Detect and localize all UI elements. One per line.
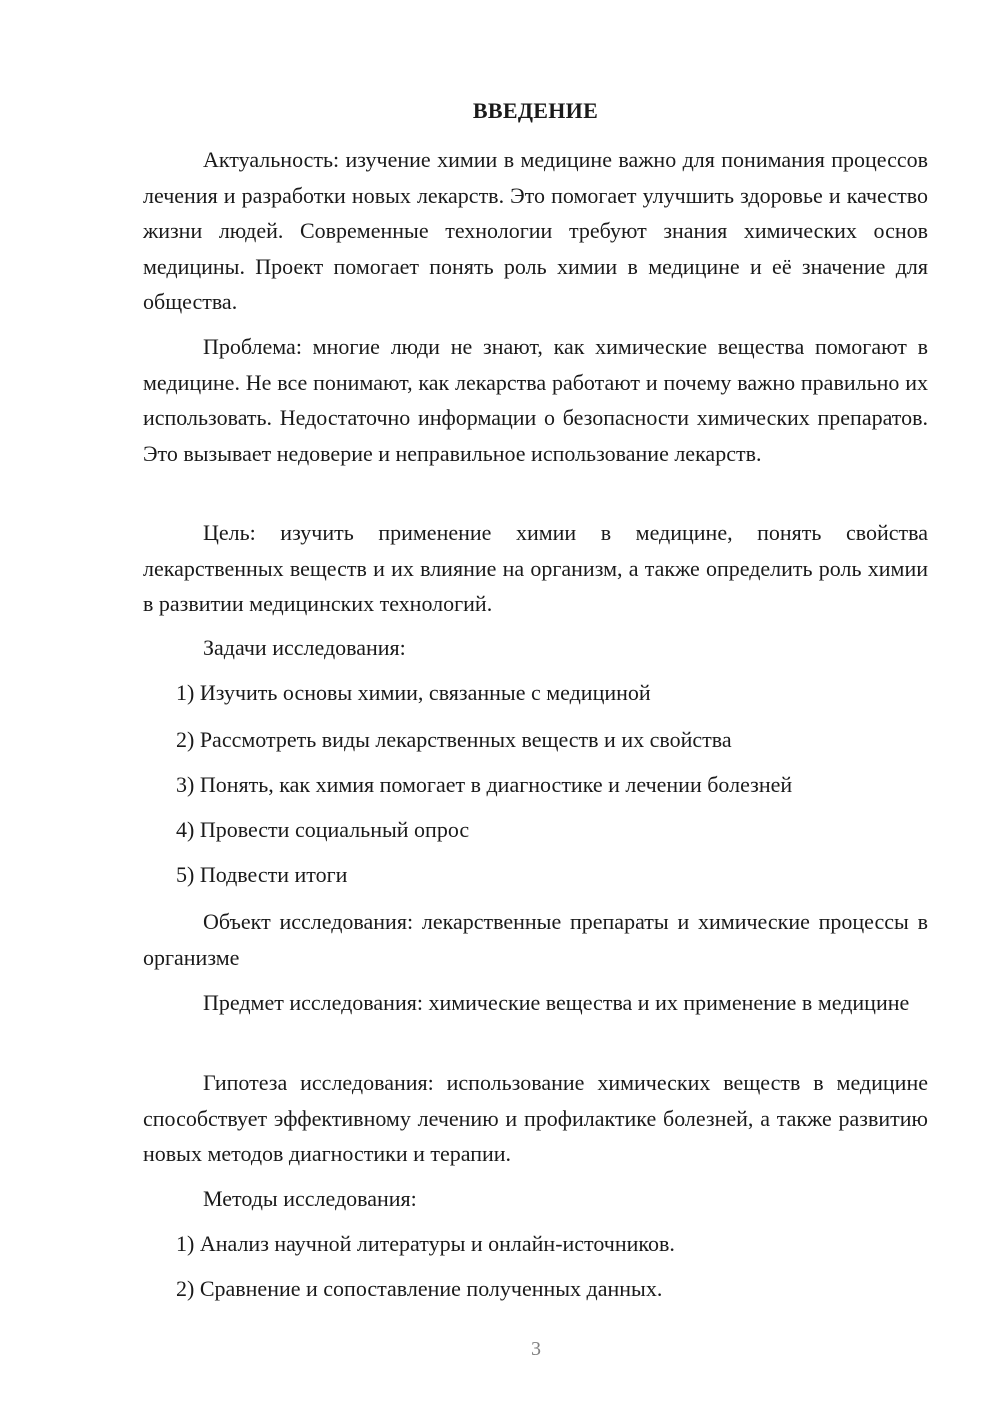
- task-item-3: 3) Понять, как химия помогает в диагностике и лечении болезней: [176, 772, 793, 797]
- object-paragraph: Объект исследования: лекарственные препараты и химические процессы в организме: [143, 909, 928, 970]
- tasks-heading: Задачи исследования:: [203, 635, 406, 660]
- subject-paragraph: Предмет исследования: химические вещества и их применение в медицине: [203, 990, 910, 1015]
- goal-paragraph: Цель: изучить применение химии в медицине, понять свойства лекарственных веществ и их влияние на организм, а также определить роль химии в развитии медицинских технологий.: [143, 520, 928, 616]
- task-item-4: 4) Провести социальный опрос: [176, 817, 470, 842]
- page-title: ВВЕДЕНИЕ: [472, 98, 599, 123]
- relevance-paragraph: Актуальность: изучение химии в медицине важно для понимания процессов лечения и разработки новых лекарств. Это помогает улучшить здоровье и качество жизни людей. Современные технологии требуют знания химических основ медицины. Проект помогает понять роль химии в медицине и её значение для общества.: [143, 147, 928, 314]
- task-item-1: 1) Изучить основы химии, связанные с медициной: [176, 680, 651, 705]
- problem-paragraph: Проблема: многие люди не знают, как химические вещества помогают в медицине. Не все понимают, как лекарства работают и почему важно правильно их использовать. Недостаточно информации о безопасности химических препаратов. Это вызывает недоверие и неправильное использование лекарств.: [143, 334, 928, 466]
- method-item-1: 1) Анализ научной литературы и онлайн-источников.: [176, 1231, 675, 1256]
- methods-heading: Методы исследования:: [203, 1186, 417, 1211]
- method-item-2: 2) Сравнение и сопоставление полученных данных.: [176, 1276, 663, 1301]
- task-item-5: 5) Подвести итоги: [176, 862, 348, 887]
- task-item-2: 2) Рассмотреть виды лекарственных веществ и их свойства: [176, 727, 732, 752]
- page-number: 3: [531, 1338, 541, 1360]
- hypothesis-paragraph: Гипотеза исследования: использование химических веществ в медицине способствует эффективному лечению и профилактике болезней, а также развитию новых методов диагностики и терапии.: [143, 1070, 928, 1166]
